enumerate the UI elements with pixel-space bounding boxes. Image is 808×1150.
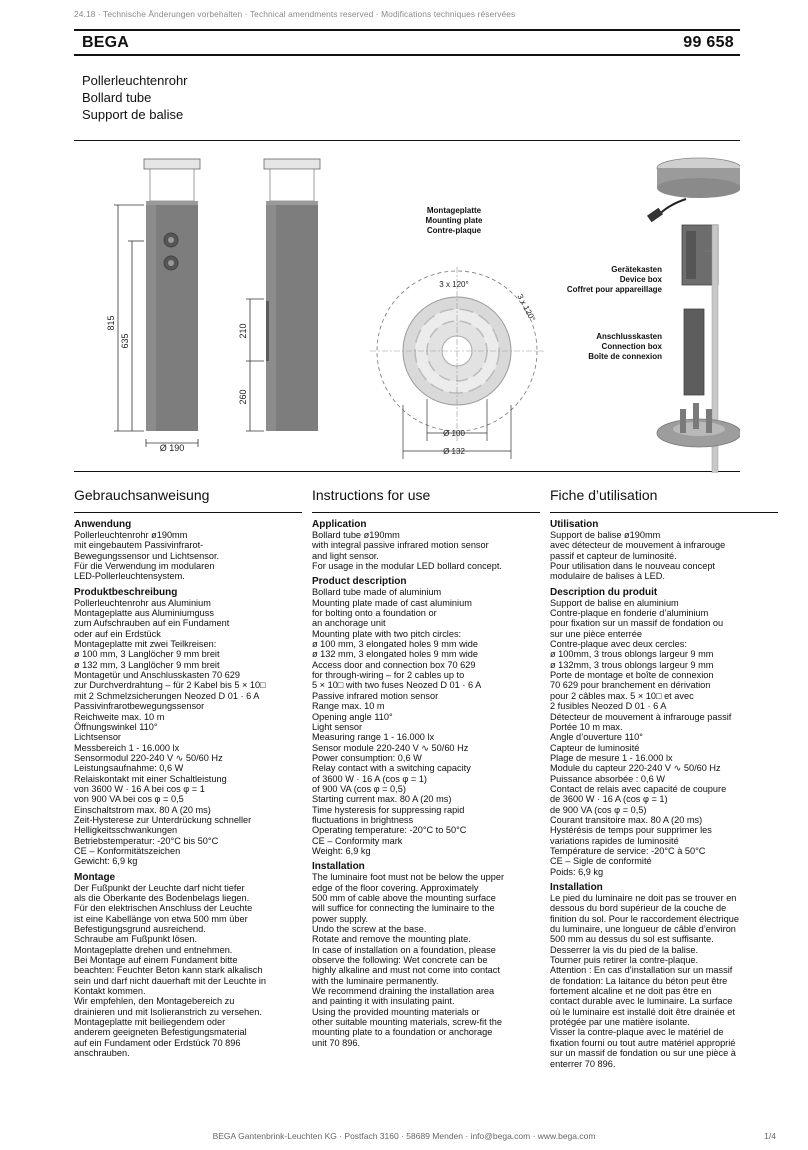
section-line: où le luminaire est installé doit être drainée et — [550, 1006, 735, 1017]
product-titles — [82, 72, 188, 123]
section — [74, 519, 302, 582]
section-line: edge of the floor covering. Approximately — [312, 882, 479, 893]
device-box-en: Device box — [619, 275, 662, 284]
section-line: Tourner puis retirer la contre-plaque. — [550, 955, 699, 966]
section-line: Undo the screw at the base. — [312, 924, 427, 935]
section-line: Montageplatte mit beiliegendem oder — [74, 1017, 226, 1028]
section-line: Montageplatte mit zwei Teilkreisen: — [74, 639, 217, 650]
section-line: Capteur de luminosité — [550, 742, 640, 753]
section-title: Anwendung — [74, 519, 132, 530]
section-line: will suffice for connecting the luminaire to the — [312, 903, 495, 914]
section-line: Contre-plaque avec deux cercles: — [550, 639, 687, 650]
section-line: Betriebstemperatur: -20°C bis 50°C — [74, 835, 219, 846]
section-line: Schraube am Fußpunkt lösen. — [74, 934, 198, 945]
section-line: Passive infrared motion sensor — [312, 690, 439, 701]
section-line: CE – Sigle de conformité — [550, 856, 652, 867]
section-line: Der Fußpunkt der Leuchte darf nicht tiefer — [74, 882, 245, 893]
section-line: Helligkeitsschwankungen — [74, 825, 178, 836]
section-title: Utilisation — [550, 519, 599, 530]
section-line: Für die Verwendung im modularen — [74, 561, 215, 572]
section-line: Wir empfehlen, den Montagebereich zu — [74, 996, 235, 1007]
section-line: For usage in the modular LED bollard concept. — [312, 561, 502, 572]
section-line: ø 100 mm, 3 Langlöcher 9 mm breit — [74, 649, 220, 660]
dim-210: 210 — [238, 323, 248, 339]
angle-120-a: 3 x 120° — [439, 280, 469, 289]
section-line: Température de service: -20°C à 50°C — [550, 845, 706, 856]
column-body — [74, 519, 302, 1059]
section-line: Kontakt kommen. — [74, 986, 146, 997]
dia-132: Ø 132 — [443, 447, 465, 456]
section-title: Product description — [312, 576, 407, 588]
section-line: Porte de montage et boîte de connexion — [550, 670, 714, 681]
mounting-plate-de: Montageplatte — [426, 206, 482, 215]
device-box-de: Gerätekasten — [611, 265, 662, 274]
section-line: protégée par une matière isolante. — [550, 1017, 690, 1028]
connection-box-en: Connection box — [601, 342, 662, 351]
column-heading: Gebrauchsanweisung — [74, 486, 302, 513]
section-line: 2 fusibles Neozed D 01 · 6 A — [550, 701, 667, 712]
section-line: Zeit-Hysterese zur Unterdrückung schneller — [74, 814, 252, 825]
section-line: 500 mm au dessus du sol est suffisante. — [550, 934, 714, 945]
dim-635: 635 — [120, 333, 130, 349]
mounting-plate-en: Mounting plate — [425, 216, 483, 225]
mounting-plate-fr: Contre-plaque — [426, 226, 482, 235]
section-line: Pour utilisation dans le nouveau concept — [550, 561, 715, 572]
brand-name: BEGA — [82, 34, 130, 51]
section-line: ø 100 mm, 3 elongated holes 9 mm wide — [312, 639, 478, 650]
section-line: Einschaltstrom max. 80 A (20 ms) — [74, 804, 211, 815]
section-line: of 900 VA (cos φ = 0,5) — [312, 783, 406, 794]
section-line: von 900 VA bei cos φ = 0,5 — [74, 794, 184, 805]
section-line: Bei Montage auf einem Fundament bitte — [74, 955, 238, 966]
title-de: Pollerleuchtenrohr — [82, 73, 188, 88]
section-line: Weight: 6,9 kg — [312, 845, 371, 856]
section-line: Power consumption: 0,6 W — [312, 752, 422, 763]
section-title: Application — [312, 519, 367, 530]
section-line: ø 132mm, 3 trous oblongs largeur 9 mm — [550, 659, 714, 670]
section-line: Range max. 10 m — [312, 701, 385, 712]
section-line: Leistungsaufnahme: 0,6 W — [74, 763, 184, 774]
section-title: Installation — [312, 861, 365, 873]
section-line: Plage de mesure 1 - 16.000 lx — [550, 752, 673, 763]
bollard-side-view — [264, 159, 320, 431]
section-line: sein und darf nicht dauerhaft mit der Leuchte in — [74, 975, 267, 986]
section-line: observe the following: Wet concrete can be — [312, 955, 488, 966]
page-number: 1/4 — [764, 1131, 776, 1141]
section-line: Bollard tube made of aluminium — [312, 587, 442, 598]
section-line: mit 2 Schmelzsicherungen Neozed D 01 · 6 A — [74, 690, 260, 701]
section-line: power supply. — [312, 913, 369, 924]
section-line: Öffnungswinkel 110° — [74, 721, 158, 732]
section-line: ist eine Kabellänge von etwa 500 mm über — [74, 913, 248, 924]
column-french — [550, 486, 778, 1069]
section-line: avec détecteur de mouvement à infrarouge — [550, 540, 726, 551]
section-line: for bolting onto a foundation or — [312, 608, 437, 619]
section-line: Lichtsensor — [74, 732, 121, 743]
section-line: Mounting plate made of cast aluminium — [312, 597, 472, 608]
section-line: Desserrer la vis du pied de la balise. — [550, 944, 699, 955]
amendments-note: 24.18 · Technische Änderungen vorbehalten · Technical amendments reserved · Modifications techniques réservées — [74, 9, 516, 19]
technical-drawing — [74, 140, 740, 472]
section — [312, 519, 540, 571]
section-line: auf ein Fundament oder Erdstück 70 896 — [74, 1037, 241, 1048]
section-line: variations rapides de luminosité — [550, 835, 679, 846]
connection-box-fr: Boîte de connexion — [588, 352, 662, 361]
section-title: Produktbeschreibung — [74, 586, 178, 598]
section-line: Time hysteresis for suppressing rapid — [312, 804, 465, 815]
header-bar — [74, 29, 740, 56]
section-line: Poids: 6,9 kg — [550, 866, 604, 877]
section-line: finition du sol. Pour le raccordement électrique — [550, 913, 739, 924]
section-line: an anchorage unit — [312, 618, 386, 629]
section-line: highly alkaline and must not come into contact — [312, 965, 500, 976]
section — [74, 587, 302, 867]
section-line: als die Oberkante des Bodenbelags liegen. — [74, 893, 250, 903]
section-line: Contre-plaque en fonderie d’aluminium — [550, 608, 709, 619]
section-line: Starting current max. 80 A (20 ms) — [312, 794, 452, 805]
angle-120-b: 3 x 120° — [515, 292, 538, 323]
section-title: Description du produit — [550, 586, 658, 598]
column-heading: Fiche d’utilisation — [550, 486, 778, 513]
section-line: Montagetür und Anschlusskasten 70 629 — [74, 670, 240, 681]
section-line: unit 70 896. — [312, 1037, 361, 1048]
section-line: de fondation: La laitance du béton peut être — [550, 975, 728, 986]
column-body — [550, 519, 778, 1069]
section-line: du luminaire, une longueur de câble d’environ — [550, 924, 736, 935]
section-line: zur Durchverdrahtung – für 2 Kabel bis 5 × 10□ — [74, 680, 266, 691]
section-line: Hystérésis de temps pour supprimer les — [550, 825, 712, 836]
section-line: fortement alcaline et ne doit pas être en — [550, 986, 712, 997]
section-line: The luminaire foot must not be below the upper — [312, 872, 505, 883]
section-line: Relay contact with a switching capacity — [312, 763, 471, 774]
section-line: beachten: Feuchter Beton kann stark alkalisch — [74, 965, 263, 976]
section-line: Using the provided mounting materials or — [312, 1006, 480, 1017]
section-line: of 3600 W · 16 A (cos φ = 1) — [312, 773, 427, 784]
section-line: Détecteur de mouvement à infrarouge passif — [550, 711, 732, 722]
section-line: de 3600 W · 16 A (cos φ = 1) — [550, 794, 668, 805]
section-line: Le pied du luminaire ne doit pas se trouver en — [550, 893, 737, 903]
section-line: zum Aufschrauben auf ein Fundament — [74, 618, 230, 629]
bollard-front-view — [144, 159, 200, 431]
article-number: 99 658 — [683, 34, 734, 51]
section-line: pour 2 câbles max. 5 × 10□ et avec — [550, 690, 694, 701]
section-line: Light sensor — [312, 721, 363, 732]
section-line: sur un massif de fondation ou sur une pièce à — [550, 1048, 736, 1059]
section-line: passif et capteur de luminosité. — [550, 550, 677, 561]
section-line: Support de balise en aluminium — [550, 597, 679, 608]
section-line: ø 132 mm, 3 elongated holes 9 mm wide — [312, 649, 478, 660]
section-line: Module du capteur 220-240 V ∿ 50/60 Hz — [550, 763, 721, 774]
section-line: Pollerleuchtenrohr ø190mm — [74, 530, 188, 540]
section-line: ø 100mm, 3 trous oblongs largeur 9 mm — [550, 649, 714, 660]
section-line: ø 132 mm, 3 Langlöcher 9 mm breit — [74, 659, 220, 670]
section-line: and light sensor. — [312, 550, 379, 561]
section — [312, 861, 540, 1048]
section-line: Sensor module 220-240 V ∿ 50/60 Hz — [312, 742, 469, 753]
section-title: Installation — [550, 882, 603, 893]
section-line: CE – Conformity mark — [312, 835, 403, 846]
section-line: Angle d’ouverture 110° — [550, 732, 643, 743]
section-line: for through-wiring – for 2 cables up to — [312, 670, 465, 681]
section-line: In case of installation on a foundation, please — [312, 944, 496, 955]
section-line: Visser la contre-plaque avec le matériel de — [550, 1027, 724, 1038]
section-line: Relaiskontakt mit einer Schaltleistung — [74, 773, 227, 784]
title-en: Bollard tube — [82, 90, 152, 105]
device-box-fr: Coffret pour appareillage — [566, 285, 662, 294]
section-title: Montage — [74, 871, 116, 883]
section-line: Montageplatte aus Aluminiumguss — [74, 608, 214, 619]
section-line: Sensormodul 220-240 V ∿ 50/60 Hz — [74, 752, 223, 763]
section-line: 5 × 10□ with two fuses Neozed D 01 · 6 A — [312, 680, 482, 691]
section-line: LED-Pollerleuchtensystem. — [74, 571, 185, 582]
section-line: dessous du bord supérieur de la couche de — [550, 903, 727, 914]
section-line: von 3600 W · 16 A bei cos φ = 1 — [74, 783, 205, 794]
dim-815: 815 — [106, 315, 116, 331]
section-line: mit eingebautem Passivinfrarot- — [74, 540, 204, 551]
section-line: Rotate and remove the mounting plate. — [312, 934, 471, 945]
dia-190: Ø 190 — [159, 443, 185, 453]
section-line: anschrauben. — [74, 1048, 130, 1059]
section-line: Messbereich 1 - 16.000 lx — [74, 742, 180, 753]
section-line: fixation fourni ou tout autre matériel approprié — [550, 1037, 736, 1048]
section-line: modulaire de balises à LED. — [550, 571, 665, 582]
section-line: Attention : En cas d’installation sur un massif — [550, 965, 733, 976]
section — [550, 587, 778, 877]
section-line: with the luminaire permanently. — [312, 975, 439, 986]
section-line: mounting plate to a foundation or anchorage — [312, 1027, 493, 1038]
section-line: 70 629 pour branchement en dérivation — [550, 680, 711, 691]
section-line: de 900 VA (cos φ = 0,5) — [550, 804, 647, 815]
section — [74, 872, 302, 1059]
dim-260: 260 — [238, 389, 248, 405]
column-german — [74, 486, 302, 1059]
section-line: Reichweite max. 10 m — [74, 711, 165, 722]
column-english — [312, 486, 540, 1048]
section-line: Contact de relais avec capacité de coupure — [550, 783, 727, 794]
section-line: We recommend draining the installation area — [312, 986, 495, 997]
section-line: Portée 10 m max. — [550, 721, 623, 732]
section — [550, 519, 778, 582]
section-line: enterrer 70 896. — [550, 1058, 616, 1069]
connection-box-de: Anschlusskasten — [596, 332, 662, 341]
section-line: Courant transitoire max. 80 A (20 ms) — [550, 814, 703, 825]
section-line: Puissance absorbée : 0,6 W — [550, 773, 665, 784]
section-line: with integral passive infrared motion sensor — [312, 540, 489, 551]
column-heading: Instructions for use — [312, 486, 540, 513]
exploded-view — [647, 158, 740, 473]
section-line: Support de balise ø190mm — [550, 530, 661, 540]
section-line: pour fixation sur un massif de fondation ou — [550, 618, 724, 629]
section-line: drainieren und mit Isolieranstrich zu versehen. — [74, 1006, 262, 1017]
section-line: Befestigungsgrund ausreichend. — [74, 924, 206, 935]
section-line: sur une pièce enterrée — [550, 628, 642, 639]
section-line: Measuring range 1 - 16.000 lx — [312, 732, 435, 743]
section — [312, 576, 540, 856]
section-line: anderem geeigneten Befestigungsmaterial — [74, 1027, 247, 1038]
column-body — [312, 519, 540, 1048]
section-line: Montageplatte drehen und entnehmen. — [74, 944, 233, 955]
section-line: Bewegungssensor und Lichtsensor. — [74, 550, 220, 561]
dia-100: Ø 100 — [443, 429, 465, 438]
section-line: Opening angle 110° — [312, 711, 393, 722]
footer-address: BEGA Gantenbrink-Leuchten KG · Postfach 3160 · 58689 Menden · info@bega.com · www.bega.com — [212, 1131, 596, 1141]
section-line: Gewicht: 6,9 kg — [74, 856, 138, 867]
section-line: Mounting plate with two pitch circles: — [312, 628, 462, 639]
section-line: 500 mm of cable above the mounting surface — [312, 893, 496, 903]
section-line: fluctuations in brightness — [312, 814, 414, 825]
section-line: Passivinfrarotbewegungssensor — [74, 701, 205, 712]
section-line: Operating temperature: -20°C to 50°C — [312, 825, 467, 836]
section-line: and painting it with insulating paint. — [312, 996, 455, 1007]
section-line: Pollerleuchtenrohr aus Aluminium — [74, 597, 211, 608]
section-line: Access door and connection box 70 629 — [312, 659, 476, 670]
section-line: other suitable mounting materials, screw-fit the — [312, 1017, 502, 1028]
section-line: contact durable avec le luminaire. La surface — [550, 996, 733, 1007]
section-line: CE – Konformitätszeichen — [74, 845, 181, 856]
section-line: Für den elektrischen Anschluss der Leuchte — [74, 903, 253, 914]
section — [550, 882, 778, 1069]
section-line: oder auf ein Erdstück — [74, 628, 161, 639]
title-fr: Support de balise — [82, 107, 184, 122]
section-line: Bollard tube ø190mm — [312, 530, 400, 540]
